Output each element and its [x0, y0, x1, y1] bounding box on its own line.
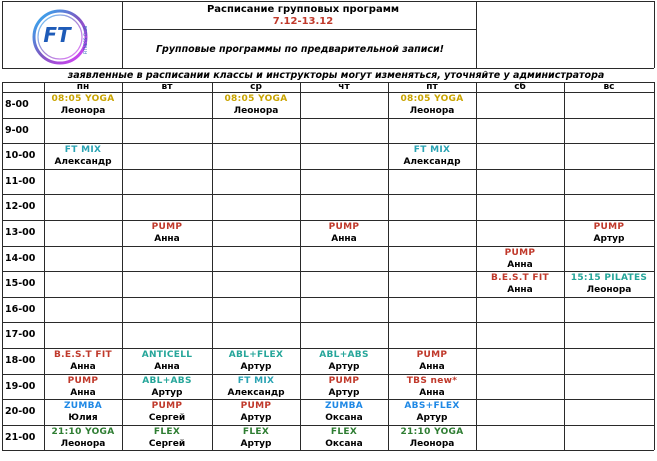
class-name: ABL+ABS [142, 375, 192, 386]
hour-label: 15-00 [5, 278, 36, 290]
instructor-name: Анна [507, 259, 533, 270]
hour-label: 19-00 [5, 380, 36, 392]
subtitle: Групповые программы по предварительной записи! [155, 44, 445, 55]
instructor-name: Анна [419, 362, 445, 372]
day-header: сб [514, 82, 526, 92]
grid-line [2, 82, 3, 450]
class-name: PUMP [416, 350, 448, 360]
instructor-name: Артур [151, 387, 183, 398]
hour-label: 8-00 [5, 99, 29, 110]
grid-line [2, 220, 654, 221]
grid-line [2, 92, 654, 93]
class-name: FLEX [330, 426, 358, 437]
grid-line [2, 271, 654, 272]
class-name: PUMP [151, 222, 183, 232]
hour-label: 14-00 [5, 252, 36, 264]
class-name: PUMP [151, 401, 183, 412]
class-name: ABS+FLEX [404, 401, 460, 412]
instructor-name: Сергей [148, 413, 186, 424]
day-header: вс [603, 82, 615, 92]
day-header: вт [161, 82, 173, 92]
instructor-name: Артур [240, 362, 272, 372]
grid-line [2, 246, 654, 247]
class-name: 15:15 PILATES [570, 273, 648, 284]
class-name: ZUMBA [63, 401, 103, 412]
grid-line [654, 1, 655, 68]
date-range: 7.12-13.12 [272, 16, 334, 27]
class-name: ANTICELL [141, 350, 193, 360]
instructor-name: Сергей [148, 438, 186, 449]
grid-line [2, 450, 654, 451]
grid-line [476, 1, 477, 68]
instructor-name: Артур [593, 234, 625, 244]
class-name: TBS new* [406, 375, 458, 386]
class-name: FLEX [242, 426, 270, 437]
grid-line [2, 169, 654, 170]
instructor-name: Леонора [409, 438, 455, 449]
grid-line [2, 118, 654, 119]
day-header: ср [250, 82, 262, 92]
day-header: пт [426, 82, 438, 92]
class-name: 08:05 YOGA [224, 94, 288, 104]
class-name: PUMP [328, 222, 360, 232]
instructor-name: Артур [328, 387, 360, 398]
instructor-name: Леонора [60, 106, 106, 116]
hour-label: 20-00 [5, 406, 36, 418]
hour-label: 16-00 [5, 303, 36, 315]
grid-line [564, 82, 565, 450]
instructor-name: Анна [419, 387, 445, 398]
grid-line [122, 1, 123, 68]
grid-line [2, 322, 654, 323]
grid-line [654, 82, 655, 450]
instructor-name: Артур [416, 413, 448, 424]
grid-line [2, 297, 654, 298]
page-title: Расписание групповых программ [206, 4, 400, 15]
instructor-name: Оксана [325, 438, 363, 449]
day-header: пн [76, 82, 90, 92]
hour-label: 12-00 [5, 201, 36, 213]
instructor-name: Анна [70, 387, 96, 398]
class-name: FLEX [153, 426, 181, 437]
grid-line [2, 1, 654, 2]
class-name: 21:10 YOGA [400, 426, 464, 437]
instructor-name: Артур [240, 438, 272, 449]
instructor-name: Анна [331, 234, 357, 244]
class-name: ABL+ABS [319, 350, 369, 360]
logo-subtext: FITNESS CLUB [83, 25, 88, 55]
instructor-name: Анна [154, 234, 180, 244]
hour-label: 18-00 [5, 355, 36, 366]
grid-line [2, 68, 654, 69]
class-name: FT MIX [237, 375, 275, 386]
instructor-name: Леонора [586, 285, 632, 296]
class-name: PUMP [328, 375, 360, 386]
class-name: FT MIX [64, 145, 102, 156]
instructor-name: Артур [328, 362, 360, 372]
instructor-name: Оксана [325, 413, 363, 424]
instructor-name: Леонора [409, 106, 455, 116]
class-name: B.E.S.T FIT [54, 350, 112, 360]
instructor-name: Анна [154, 362, 180, 372]
class-name: PUMP [504, 247, 536, 258]
class-name: 08:05 YOGA [51, 94, 115, 104]
class-name: 21:10 YOGA [51, 426, 115, 437]
grid-line [2, 374, 654, 375]
grid-line [2, 194, 654, 195]
hour-label: 9-00 [5, 124, 29, 136]
instructor-name: Анна [70, 362, 96, 372]
fitness-club-logo [27, 8, 93, 66]
hour-label: 17-00 [5, 329, 36, 341]
day-header: чт [338, 82, 350, 92]
hour-label: 10-00 [5, 150, 36, 162]
logo-text: FT [43, 23, 71, 47]
class-name: FT MIX [413, 145, 451, 156]
hour-label: 11-00 [5, 175, 36, 187]
grid-line [2, 143, 654, 144]
instructor-name: Анна [507, 285, 533, 296]
class-name: PUMP [593, 222, 625, 232]
grid-line [2, 399, 654, 400]
hour-label: 21-00 [5, 431, 36, 443]
instructor-name: Александр [227, 387, 285, 398]
grid-line [2, 425, 654, 426]
class-name: PUMP [240, 401, 272, 412]
notice: заявленные в расписании классы и инструкторы могут изменяться, уточняйте у администратора [67, 70, 605, 81]
grid-line [122, 29, 476, 30]
instructor-name: Артур [240, 413, 272, 424]
instructor-name: Леонора [233, 106, 279, 116]
class-name: PUMP [67, 375, 99, 386]
grid-line [2, 348, 654, 349]
instructor-name: Александр [403, 157, 461, 168]
instructor-name: Александр [54, 157, 112, 168]
instructor-name: Леонора [60, 438, 106, 449]
class-name: ABL+FLEX [228, 350, 284, 360]
class-name: ZUMBA [324, 401, 364, 412]
class-name: B.E.S.T FIT [491, 273, 549, 284]
hour-label: 13-00 [5, 227, 36, 238]
instructor-name: Юлия [68, 413, 98, 424]
class-name: 08:05 YOGA [400, 94, 464, 104]
grid-line [2, 1, 3, 68]
